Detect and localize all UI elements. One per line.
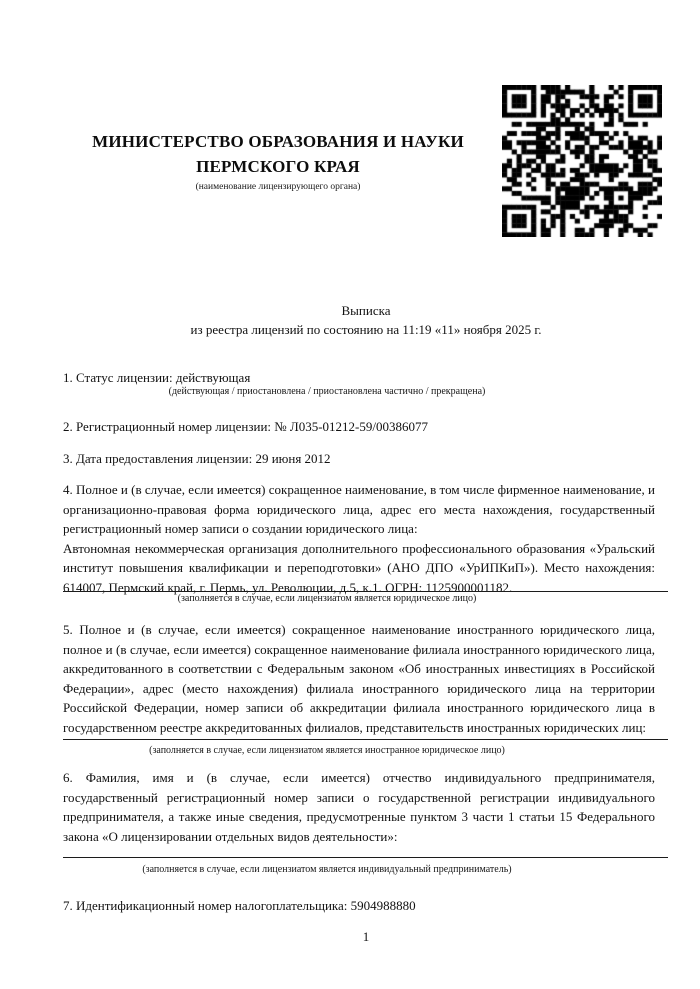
item-1-license-status: 1. Статус лицензии: действующая: [63, 370, 251, 385]
item-3-grant-date: 3. Дата предоставления лицензии: 29 июня 2012: [63, 451, 331, 466]
item-7-taxpayer-id: 7. Идентификационный номер налогоплательщика: 5904988880: [63, 898, 416, 913]
item-6-caption: (заполняется в случае, если лицензиатом является индивидуальный предприниматель): [142, 864, 512, 875]
ministry-name-line2: ПЕРМСКОГО КРАЯ: [196, 157, 360, 176]
page-number: 1: [362, 929, 370, 944]
doc-title: Выписка: [341, 303, 391, 318]
item-6-individual-entrepreneur: 6. Фамилия, имя и (в случае, если имеется) отчество индивидуального предпринимателя, государственный регистрационный номер записи о государственной регистрации индивидуального предпринимателя, а также иные сведения, предусмотренные пунктом 3 части 1 статьи 15 Федерального закона «О лицензировании отдельных видов деятельности»:: [63, 770, 655, 844]
item-6-fill-line: [63, 857, 668, 858]
item-4-answer: Автономная некоммерческая организация дополнительного профессионального образования «Уральский институт повышения квалификации и переподготовки» (АНО ДПО «УрИПКиП»). Место нахождения: 614007, Пермский край, г. Пермь, ул. Революции, д.5, к.1. ОГРН: 1125900001182.: [63, 540, 655, 595]
ministry-name-line1: МИНИСТЕРСТВО ОБРАЗОВАНИЯ И НАУКИ: [92, 132, 464, 151]
item-2-registration-number: 2. Регистрационный номер лицензии: № Л035-01212-59/00386077: [63, 419, 429, 434]
ministry-caption: (наименование лицензирующего органа): [195, 182, 361, 192]
doc-subtitle: из реестра лицензий по состоянию на 11:19 «11» ноября 2025 г.: [190, 322, 542, 337]
item-4-fill-line: [63, 591, 668, 592]
item-5-caption: (заполняется в случае, если лицензиатом является иностранное юридическое лицо): [149, 745, 505, 756]
item-1-caption: (действующая / приостановлена / приостановлена частично / прекращена): [168, 386, 486, 397]
qr-code: [502, 85, 662, 237]
item-5-fill-line: [63, 739, 668, 740]
header-block: [63, 129, 493, 193]
item-4-legal-entity: [63, 480, 655, 597]
item-4-question: 4. Полное и (в случае, если имеется) сокращенное наименование, в том числе фирменное наименование, и организационно-правовая форма юридического лица, адрес его места нахождения, государственный регистрационный номер записи о создании юридического лица:: [63, 482, 655, 536]
doc-title-block: [63, 301, 669, 339]
item-4-caption: (заполняется в случае, если лицензиатом является юридическое лицо): [177, 593, 477, 604]
item-5-foreign-entity: 5. Полное и (в случае, если имеется) сокращенное наименование иностранного юридического лица, полное и (в случае, если имеется) сокращенное наименование филиала иностранного юридического лица, аккредитованного в соответствии с Федеральным законом «Об иностранных инвестициях в Российской Федерации», адрес (место нахождения) филиала иностранного юридического лица на территории Российской Федерации, номер записи об аккредитации филиала иностранного юридического лица в государственном реестре аккредитованных филиалов, представительств иностранных юридических лиц:: [63, 622, 655, 735]
